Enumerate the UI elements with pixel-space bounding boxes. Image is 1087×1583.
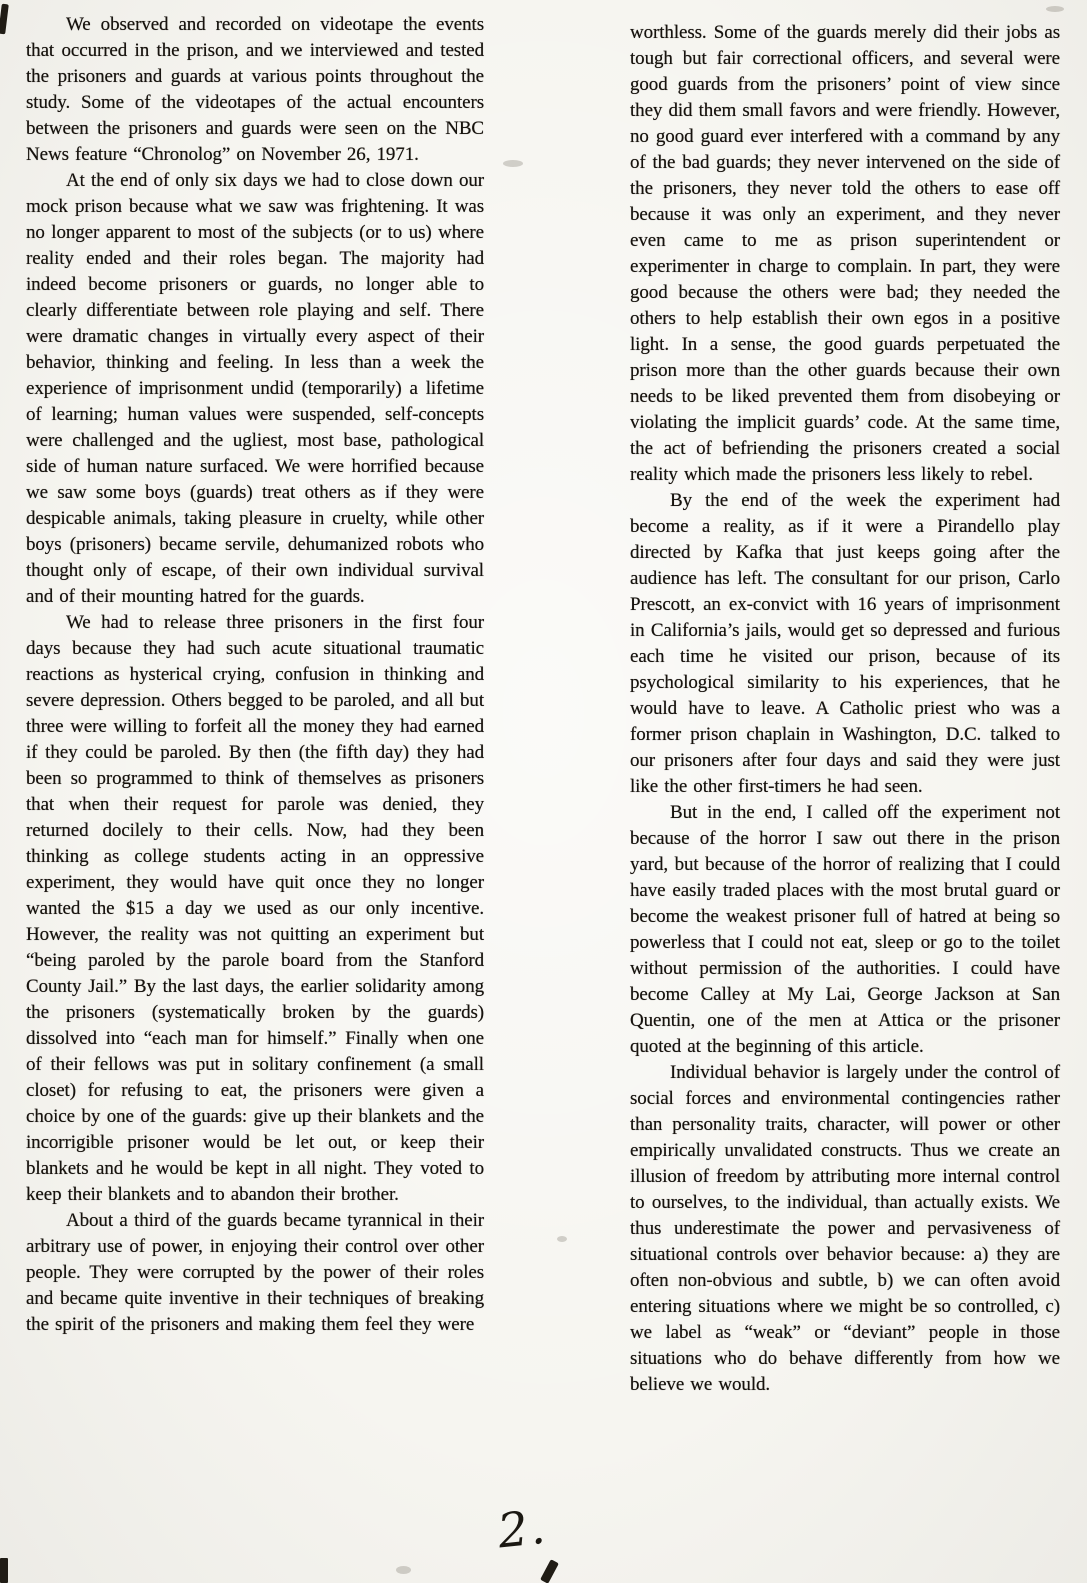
handwritten-page-number: 2. <box>495 1499 550 1560</box>
scan-artifact-top-left <box>0 4 9 35</box>
paragraph-videotape: We observed and recorded on videotape the events that occurred in the prison, and we interviewed and tested the prisoners and guards at various points throughout the study. Some of the videotapes of the actual encounters between the prisoners and guards were seen on the NBC News feature “Chronolog” on November 26, 1971. <box>26 14 484 165</box>
right-column <box>630 20 1060 1398</box>
scan-artifact-bottom-middle <box>540 1559 559 1583</box>
paragraph-tyrannical-guards: About a third of the guards became tyrannical in their arbitrary use of power, in enjoying their control over other people. They were corrupted by the power of their roles and became quite inventive in their techniques of breaking the spirit of the prisoners and making them feel they were <box>26 1210 484 1335</box>
paragraph-individual-behavior: Individual behavior is largely under the control of social forces and environmental contingencies rather than personality traits, character, will power or other empirically unvalidated constructs. Thus we create an illusion of freedom by attributing more internal control to ourselves, to the individual, than actually exists. We thus underestimate the power and pervasiveness of situational controls over behavior because: a) they are often non-obvious and subtle, b) we can often avoid entering situations where we might be so controlled, c) we label as “weak” or “deviant” people in those situations who do behave differently from how we believe we would. <box>630 1062 1060 1395</box>
scan-artifact-bottom-left <box>0 1558 8 1583</box>
paragraph-release-prisoners: We had to release three prisoners in the first four days because they had such acute situational traumatic reactions as hysterical crying, confusion in thinking and severe depression. Others begged to be paroled, and all but three were willing to forfeit all the money they had earned if they could be paroled. By then (the fifth day) they had been so programmed to think of themselves as prisoners that when their request for parole was denied, they returned docilely to their cells. Now, had they been thinking as college students acting in an oppressive experiment, they would have quit once they no longer wanted the $15 a day we used as our only incentive. However, the reality was not quitting an experiment but “being paroled by the parole board from the Stanford County Jail.” By the last days, the earlier solidarity among the prisoners (systematically broken by the guards) dissolved into “each man for himself.” Finally when one of their fellows was put in solitary confinement (a small closet) for refusing to eat, the prisoners were given a choice by one of the guards: give up their blankets and the incorrigible prisoner would be let out, or keep their blankets and he would be kept in all night. They voted to keep their blankets and to abandon their brother. <box>26 612 484 1205</box>
scan-smudge <box>557 1236 567 1242</box>
paragraph-called-off: But in the end, I called off the experiment not because of the horror I saw out there in the prison yard, but because of the horror of realizing that I could have easily traded places with the most brutal guard or become the weakest prisoner full of hatred at being so powerless that I could not eat, sleep or go to the toilet without permission of the authorities. I could have become Calley at My Lai, George Jackson at San Quentin, one of the men at Attica or the prisoner quoted at the beginning of this article. <box>630 802 1060 1057</box>
scan-smudge <box>503 160 523 167</box>
left-column <box>26 12 484 1338</box>
paragraph-end-of-week: By the end of the week the experiment had become a reality, as if it were a Pirandello play directed by Kafka that just keeps going after the audience has left. The consultant for our prison, Carlo Prescott, an ex-convict with 16 years of imprisonment in California’s jails, would get so depressed and furious each time he visited our prison, because of its psychological similarity to his experiences, that he would have to leave. A Catholic priest who was a former prison chaplain in Washington, D.C. talked to our prisoners after four days and said they were just like the other first-timers he had seen. <box>630 490 1060 797</box>
scan-smudge <box>1046 6 1064 12</box>
paragraph-six-days: At the end of only six days we had to close down our mock prison because what we saw was frightening. It was no longer apparent to most of the subjects (or to us) where reality ended and their roles began. The majority had indeed become prisoners or guards, no longer able to clearly differentiate between role playing and self. There were dramatic changes in virtually every aspect of their behavior, thinking and feeling. In less than a week the experience of imprisonment undid (temporarily) a lifetime of learning; human values were suspended, self-concepts were challenged and the ugliest, most base, pathological side of human nature surfaced. We were horrified because we saw some boys (guards) treat others as if they were despicable animals, taking pleasure in cruelty, while other boys (prisoners) became servile, dehumanized robots who thought only of escape, of their own individual survival and of their mounting hatred for the guards. <box>26 170 484 607</box>
paragraph-worthless-continuation: worthless. Some of the guards merely did their jobs as tough but fair correctional officers, and several were good guards from the prisoners’ point of view since they did them small favors and were friendly. However, no good guard ever interfered with a command by any of the bad guards; they never intervened on the side of the prisoners, they never told the others to ease off because it was only an experiment, and they never even came to me as prison superintendent or experimenter in charge to complain. In part, they were good because the others were bad; they needed the others to help establish their own egos in a positive light. In a sense, the good guards perpetuated the prison more than the other guards because their own needs to be liked prevented them from disobeying or violating the implicit guards’ code. At the same time, the act of befriending the prisoners created a social reality which made the prisoners less likely to rebel. <box>630 22 1060 485</box>
scan-smudge <box>396 1566 411 1574</box>
